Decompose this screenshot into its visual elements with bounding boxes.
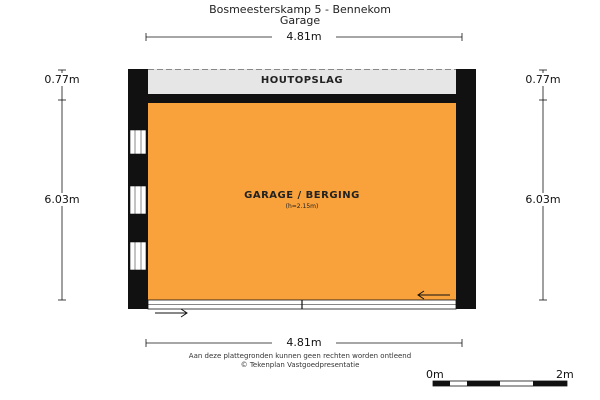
- plan-address: Bosmeesterskamp 5 - Bennekom: [209, 3, 391, 16]
- interior-wall: [128, 94, 476, 103]
- left-lower-dimension-label: 6.03m: [36, 193, 88, 206]
- garage-door: [128, 300, 476, 309]
- left-windows: [130, 130, 146, 270]
- right-lower-dimension-label: 6.03m: [517, 193, 569, 206]
- top-width-label: 4.81m: [272, 30, 336, 43]
- right-dimension-line: [539, 70, 547, 300]
- scale-bar: [433, 381, 567, 386]
- garage-room-label: GARAGE / BERGING: [244, 190, 360, 201]
- right-wall: [456, 69, 476, 309]
- storage-room-label: HOUTOPSLAG: [260, 75, 344, 86]
- scale-start-label: 0m: [426, 368, 444, 381]
- plan-floor-name: Garage: [279, 14, 321, 27]
- disclaimer-text: Aan deze plattegronden kunnen geen rechten worden ontleend: [188, 352, 412, 360]
- bottom-width-label: 4.81m: [272, 336, 336, 349]
- left-upper-dimension-label: 0.77m: [36, 73, 88, 86]
- left-dimension-line: [58, 70, 66, 300]
- scale-end-label: 2m: [556, 368, 574, 381]
- right-upper-dimension-label: 0.77m: [517, 73, 569, 86]
- garage-height-label: (h=2.15m): [285, 203, 319, 210]
- arrow-right-icon: [155, 309, 187, 317]
- garage-room: [148, 103, 456, 300]
- copyright-text: © Tekenplan Vastgoedpresentatie: [240, 361, 360, 369]
